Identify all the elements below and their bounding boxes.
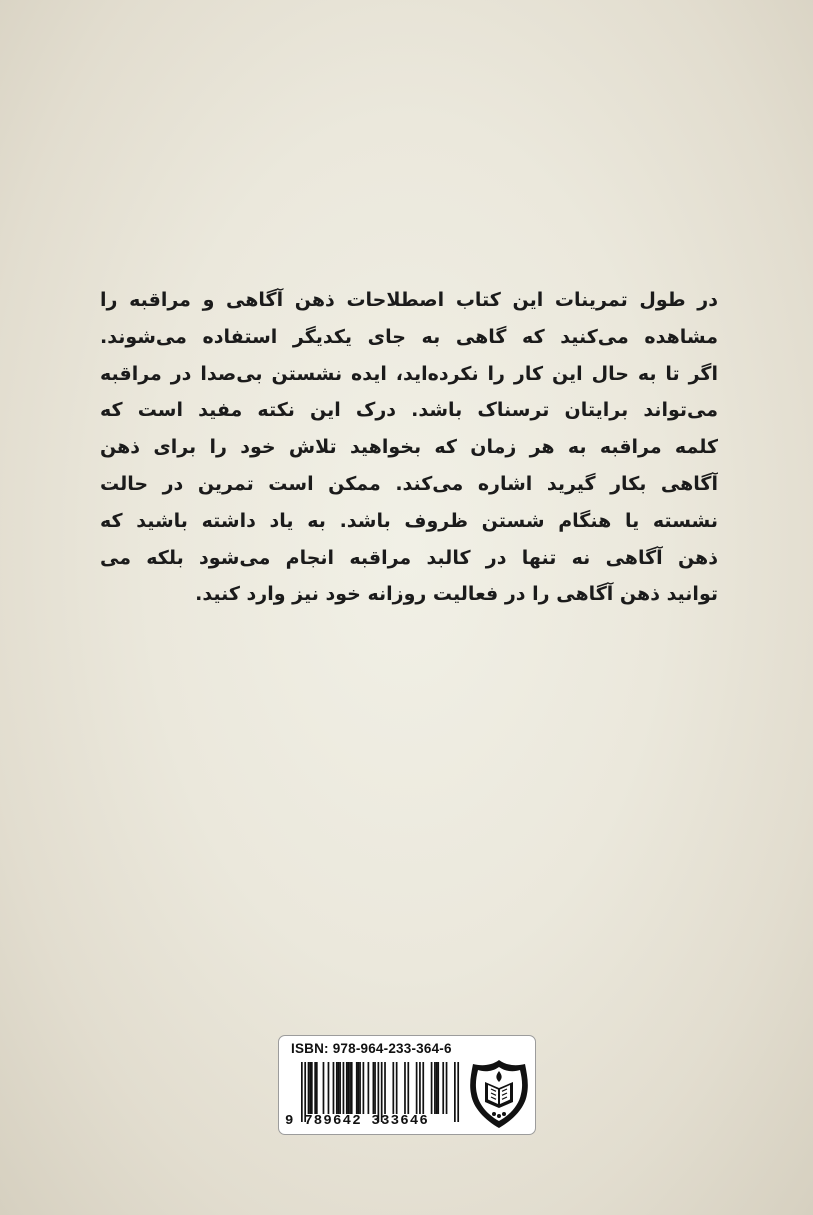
blurb-line: آگاهی بکار گیرید اشاره می‌کند. ممکن است تمرین در حالت [100,472,718,495]
barcode-bar [316,1062,318,1114]
barcode-bar [343,1062,345,1114]
barcode-bar [359,1062,361,1114]
barcode-bar [328,1062,330,1114]
barcode-bar [434,1062,436,1114]
barcode-bar [338,1062,340,1114]
barcode-bar [309,1062,311,1114]
barcode-bar [373,1062,375,1114]
barcode-bar [384,1062,386,1114]
blurb-line: ذهن آگاهی نه تنها در کالبد مراقبه انجام می‌شود بلکه می [100,546,718,569]
barcode-digits: 9 789642 333646 [285,1113,430,1129]
blurb-line: کلمه مراقبه به هر زمان که بخواهید تلاش خود را برای ذهن [100,436,718,459]
barcode-bar [333,1062,335,1114]
barcode-bar [368,1062,370,1114]
barcode-bar [431,1062,433,1114]
blurb-line: توانید ذهن آگاهی را در فعالیت روزانه خود نیز وارد کنید. [195,583,718,606]
isbn-barcode-box [278,1035,536,1135]
barcode-bar [308,1062,310,1114]
barcode-bar [314,1062,316,1114]
barcode-bar [437,1062,439,1114]
barcode-bar [339,1062,341,1114]
blurb-line: می‌تواند برایتان ترسناک باشد. درک این نکته مفید است که [100,399,718,422]
barcode-bar [356,1062,358,1114]
barcode-bar [407,1062,409,1114]
back-cover-blurb [100,282,718,613]
barcode-bar [346,1062,348,1114]
barcode-bar [311,1062,313,1114]
barcode-bar [351,1062,353,1114]
barcode-bar [419,1062,421,1114]
barcode-bar [363,1062,365,1114]
barcode-bar [404,1062,406,1114]
barcode-bar [436,1062,438,1114]
barcode-bar [446,1062,448,1114]
barcode-bar [416,1062,418,1114]
barcode-bar [323,1062,325,1114]
book-seal-logo-icon [467,1058,531,1130]
blurb-line: مشاهده می‌کنید که گاهی به جای یکدیگر استفاده می‌شوند. [100,325,718,348]
barcode-bar [348,1062,350,1114]
barcode-bar [442,1062,444,1114]
barcode-bar [336,1062,338,1114]
barcode-bar [349,1062,351,1114]
barcode-bar [422,1062,424,1114]
barcode-bar [374,1062,376,1114]
barcode-bar [392,1062,394,1114]
blurb-line: در طول تمرینات این کتاب اصطلاحات ذهن آگاهی و مراقبه را [100,289,718,311]
barcode-bar [358,1062,360,1114]
blurb-line: نشسته یا هنگام شستن ظروف باشد. به یاد داشته باشید که [100,509,718,532]
barcode-bar [396,1062,398,1114]
blurb-line: اگر تا به حال این کار را نکرده‌اید، ایده نشستن بی‌صدا در مراقبه [100,362,718,385]
isbn-label: ISBN: 978-964-233-364-6 [291,1041,452,1056]
